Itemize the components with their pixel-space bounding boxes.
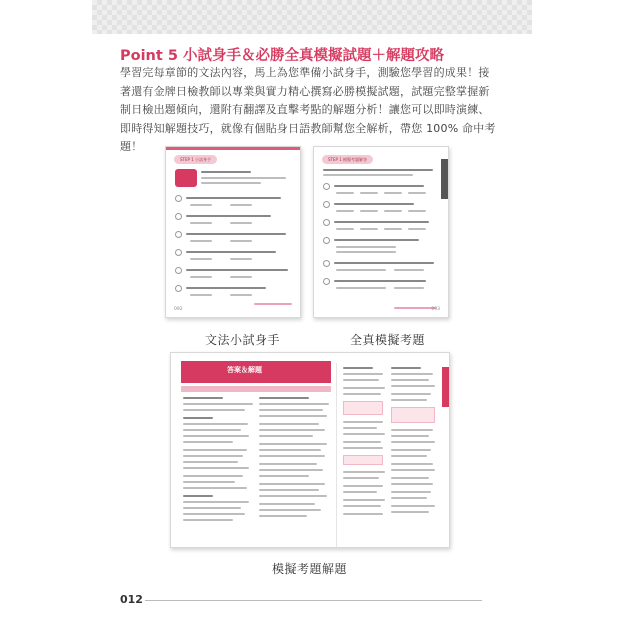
caption-mock-exam: 全真模擬考題 — [350, 333, 426, 347]
pink-note-box — [391, 407, 435, 423]
quiz-badge — [175, 169, 197, 187]
side-tab — [441, 159, 448, 199]
pink-top-strip — [166, 147, 300, 150]
side-tab — [442, 367, 449, 407]
top-pattern-band — [92, 0, 532, 34]
intro-paragraph: 學習完每章節的文法內容，馬上為您準備小試身手，測驗您學習的成果！接著還有金牌日檢教師以專業與實力精心撰寫必勝模擬試題，試題完整掌握新制日檢出題傾向，還附有翻譯及直擊考點的解題分析！讓您可以即時演練、即時得知解題技巧，就像有個貼身日語教師幫您全解析，帶您 100% 命中考題！ — [120, 66, 496, 153]
section-title: Point 5 小試身手＆必勝全真模擬試題＋解題攻略 — [120, 48, 444, 64]
thumbnail-mock-exam — [313, 146, 449, 318]
pink-note-box — [343, 455, 383, 465]
caption-mock-exam-solutions: 模擬考題解題 — [272, 562, 348, 576]
answer-header-text: 答案＆解題 — [227, 366, 262, 374]
thumbnail-grammar-quiz — [165, 146, 301, 318]
thumbnail-mock-exam-solutions — [170, 352, 450, 548]
footer-rule — [145, 600, 482, 601]
thumb-page-number: 092 — [174, 307, 183, 312]
pink-note-box — [343, 401, 383, 415]
page-number: 012 — [120, 593, 143, 606]
thumb-page-number: 093 — [431, 307, 440, 312]
thumb-header: STEP 1 小試身手 — [174, 155, 217, 164]
thumb-header: STEP 1 模擬考題解答 — [322, 155, 373, 164]
caption-grammar-quiz: 文法小試身手 — [205, 333, 281, 347]
